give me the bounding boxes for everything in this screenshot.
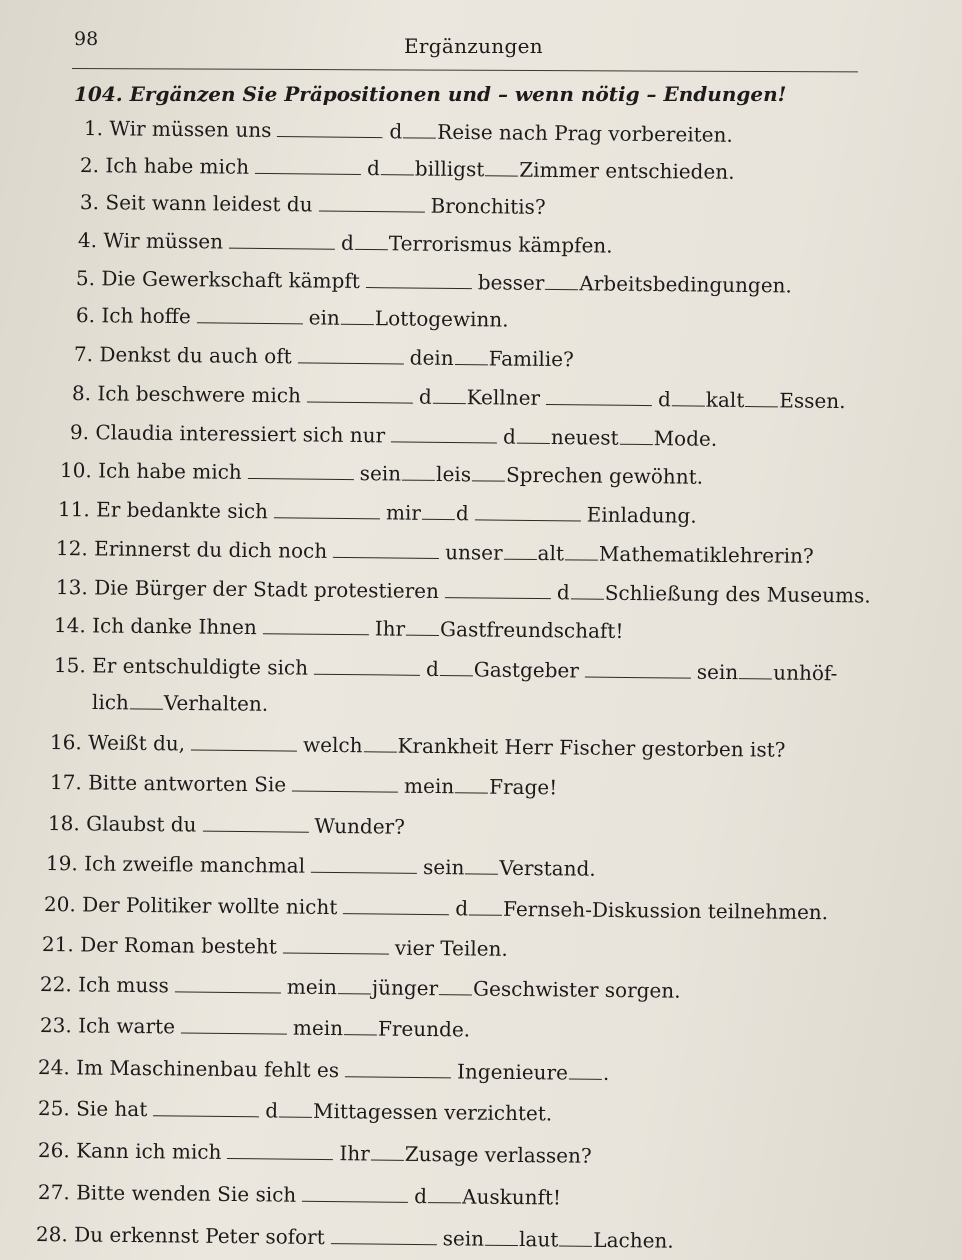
item-text: Schließung des Museums. [604, 580, 871, 608]
item-text: mein [292, 1015, 344, 1041]
item-text: Im Maschinenbau fehlt es [76, 1055, 340, 1083]
item-text: unhöf- [773, 660, 838, 686]
item-text: Lottogewinn. [374, 306, 509, 332]
item-text: sein [442, 1226, 485, 1251]
item-number: 24. [37, 1055, 70, 1080]
item-text: Fernseh-Diskussion teilnehmen. [502, 896, 829, 925]
item-number: 12. [55, 536, 88, 561]
exercise-item [74, 342, 574, 371]
item-number: 11. [57, 497, 90, 522]
item-text: Kann ich mich [76, 1138, 222, 1164]
answer-blank[interactable] [366, 286, 472, 289]
item-number: 22. [39, 972, 72, 997]
item-number: 20. [43, 892, 76, 917]
item-text: billigst [414, 156, 485, 182]
item-text: d [556, 580, 570, 605]
ending-blank[interactable] [517, 442, 550, 444]
page-number: 98 [74, 28, 99, 50]
item-text: besser [477, 270, 545, 295]
answer-blank[interactable] [333, 556, 439, 559]
answer-blank[interactable] [153, 1114, 259, 1117]
ending-blank[interactable] [428, 1201, 461, 1203]
item-text: alt [537, 541, 565, 566]
exercise-item [42, 932, 508, 961]
item-text: Ich muss [78, 972, 170, 998]
answer-blank[interactable] [475, 518, 581, 521]
answer-blank[interactable] [197, 321, 303, 324]
item-number: 9. [69, 420, 90, 445]
ending-blank[interactable] [440, 674, 473, 676]
item-number: 17. [49, 770, 82, 795]
answer-blank[interactable] [585, 676, 691, 679]
exercise-item [54, 613, 624, 643]
item-text: Ich habe mich [98, 458, 242, 484]
item-number: 28. [35, 1222, 68, 1247]
item-number: 16. [49, 730, 82, 755]
item-text: d [414, 1183, 428, 1209]
item-text: mir [385, 500, 422, 525]
item-text: d [657, 387, 671, 412]
item-text: mein [403, 773, 455, 799]
item-text: Ich warte [78, 1013, 176, 1039]
ending-blank[interactable] [381, 173, 414, 175]
item-number: 27. [37, 1180, 70, 1205]
ending-blank[interactable] [341, 323, 374, 325]
item-text: Er entschuldigte sich [92, 653, 309, 680]
item-text: mein [286, 974, 338, 1000]
answer-blank[interactable] [345, 1075, 451, 1078]
item-text: Ich zweifle manchmal [84, 851, 306, 878]
item-number: 2. [79, 153, 100, 178]
item-text: d [389, 119, 403, 144]
ending-blank[interactable] [565, 558, 598, 560]
answer-blank[interactable] [314, 673, 420, 676]
ending-blank[interactable] [455, 791, 488, 793]
exercise-item [38, 1055, 610, 1085]
item-text: Erinnerst du dich noch [94, 536, 328, 563]
exercise-item [50, 770, 557, 799]
ending-blank[interactable] [620, 443, 653, 445]
item-text: kalt [705, 387, 745, 413]
answer-blank[interactable] [248, 477, 354, 480]
item-text: Die Gewerkschaft kämpft [101, 266, 360, 293]
item-text: Claudia interessiert sich nur [95, 420, 386, 448]
exercise-item [80, 190, 546, 219]
answer-blank[interactable] [255, 172, 361, 175]
answer-blank[interactable] [277, 135, 383, 138]
answer-blank[interactable] [181, 1031, 287, 1034]
answer-blank[interactable] [391, 440, 497, 443]
exercise-item [76, 266, 792, 297]
item-text: Gastgeber [473, 657, 580, 683]
exercise-title: 104. Ergänzen Sie Präpositionen und – wenn nötig – Endungen! [74, 82, 787, 106]
item-text: Sprechen gewöhnt. [505, 462, 704, 489]
item-number: 3. [79, 190, 100, 215]
ending-blank[interactable] [371, 1158, 404, 1160]
exercise-item [40, 972, 681, 1003]
ending-blank[interactable] [485, 174, 518, 176]
answer-blank[interactable] [227, 1157, 333, 1160]
item-text: welch [302, 732, 363, 758]
ending-blank[interactable] [344, 1033, 377, 1035]
item-number: 4. [77, 228, 98, 253]
answer-blank[interactable] [202, 830, 308, 833]
item-text: d [455, 501, 469, 526]
answer-blank[interactable] [229, 247, 335, 250]
item-number: 14. [53, 613, 86, 638]
item-text: dein [409, 345, 454, 370]
item-text: Wir müssen [103, 228, 224, 254]
answer-blank[interactable] [292, 790, 398, 793]
exercise-item [38, 1138, 592, 1168]
item-text: Bitte antworten Sie [88, 770, 287, 797]
item-text: Essen. [779, 388, 846, 414]
item-text: Mittagessen verzichtet. [312, 1098, 553, 1126]
item-text: d [425, 656, 439, 682]
ending-blank[interactable] [455, 363, 488, 365]
item-text: sein [696, 659, 739, 685]
ending-blank[interactable] [569, 1078, 602, 1080]
item-number: 25. [37, 1096, 70, 1121]
item-text: Familie? [488, 346, 574, 372]
item-text: Ihr [374, 616, 406, 641]
ending-blank[interactable] [571, 597, 604, 599]
answer-blank[interactable] [175, 990, 281, 993]
ending-blank[interactable] [465, 872, 498, 874]
exercise-item [36, 1222, 674, 1253]
item-text: Krankheit Herr Fischer gestorben ist? [397, 733, 786, 762]
item-text: Ich habe mich [105, 153, 250, 179]
item-text: Verstand. [499, 855, 596, 881]
ending-blank[interactable] [130, 707, 163, 709]
item-text: Seit wann leidest du [105, 190, 313, 217]
item-number: 19. [45, 851, 78, 876]
item-number: 23. [39, 1013, 72, 1038]
exercise-item [78, 228, 613, 258]
exercise-item [70, 420, 717, 451]
exercise-item [80, 153, 735, 184]
item-text: Ich danke Ihnen [92, 613, 257, 640]
item-text: Geschwister sorgen. [472, 976, 681, 1003]
item-number: 18. [47, 811, 80, 836]
item-text: Ich beschwere mich [97, 381, 302, 408]
item-text: leis [436, 461, 472, 487]
item-text: Weißt du, [88, 730, 186, 756]
item-text: Terrorismus kämpfen. [388, 231, 613, 258]
exercise-item [50, 730, 786, 762]
item-text: d [418, 384, 432, 409]
answer-blank[interactable] [302, 1200, 408, 1203]
exercise-item [38, 1096, 552, 1125]
exercise-item [38, 1180, 561, 1209]
answer-blank[interactable] [191, 748, 297, 751]
answer-blank[interactable] [318, 209, 424, 212]
ending-blank[interactable] [545, 288, 578, 290]
item-number: 15. [53, 653, 86, 678]
item-text: Zimmer entschieden. [519, 157, 735, 184]
exercise-item [72, 381, 846, 413]
ending-blank[interactable] [485, 1244, 518, 1246]
ending-blank[interactable] [433, 402, 466, 404]
answer-blank[interactable] [311, 871, 417, 874]
header-rule [72, 68, 858, 72]
ending-blank[interactable] [469, 913, 502, 915]
ending-blank[interactable] [406, 634, 439, 636]
exercise-item [40, 1013, 470, 1042]
item-text: Ich hoffe [101, 303, 191, 329]
item-text: d [265, 1098, 279, 1123]
item-number: 8. [71, 381, 92, 406]
item-text: Du erkennst Peter sofort [74, 1222, 325, 1250]
exercise-item [56, 575, 871, 608]
ending-blank[interactable] [355, 248, 388, 250]
ending-blank[interactable] [422, 518, 455, 520]
ending-blank[interactable] [402, 479, 435, 481]
exercise-item [76, 303, 509, 332]
answer-blank[interactable] [445, 596, 551, 599]
ending-blank[interactable] [279, 1116, 312, 1118]
item-number: 26. [37, 1138, 70, 1163]
ending-blank[interactable] [739, 677, 772, 679]
ending-blank[interactable] [363, 750, 396, 752]
ending-blank[interactable] [559, 1244, 592, 1246]
answer-blank[interactable] [307, 400, 413, 403]
exercise-item [56, 536, 814, 568]
exercise-item [46, 851, 596, 881]
item-text: ein [308, 305, 341, 330]
ending-blank[interactable] [403, 136, 436, 138]
item-text: Reise nach Prag vorbereiten. [437, 119, 733, 147]
item-text: Er bedankte sich [96, 497, 269, 524]
item-text: Bitte wenden Sie sich [76, 1180, 297, 1207]
item-text: neuest [550, 425, 619, 450]
exercise-item [60, 458, 703, 489]
answer-blank[interactable] [298, 361, 404, 364]
exercise-item [58, 497, 697, 528]
item-text: jünger [371, 975, 439, 1001]
answer-blank[interactable] [274, 516, 380, 519]
item-text: laut [518, 1227, 559, 1252]
item-text: Auskunft! [461, 1184, 562, 1210]
item-text: Lachen. [593, 1227, 674, 1253]
item-text: Die Bürger der Stadt protestieren [94, 575, 440, 604]
item-number: 7. [73, 342, 94, 367]
item-text: unser [445, 540, 503, 565]
item-text: Kellner [466, 385, 541, 410]
item-text: Bronchitis? [430, 193, 546, 219]
item-text: sein [359, 461, 402, 486]
item-text: Der Politiker wollte nicht [82, 892, 338, 920]
item-text: Sie hat [76, 1096, 148, 1122]
item-text: Verhalten. [163, 690, 269, 716]
ending-blank[interactable] [745, 405, 778, 407]
item-text: vier Teilen. [394, 935, 508, 961]
running-head: Ergänzungen [404, 34, 543, 58]
item-text: Wunder? [314, 813, 406, 839]
answer-blank[interactable] [343, 912, 449, 915]
exercise-item [44, 892, 828, 924]
item-text: Mode. [653, 426, 718, 451]
item-text: Ihr [339, 1141, 370, 1166]
item-number: 1. [83, 116, 104, 141]
item-text: Ingenieure [456, 1059, 569, 1085]
answer-blank[interactable] [546, 403, 652, 406]
ending-blank[interactable] [504, 558, 537, 560]
answer-blank[interactable] [283, 952, 389, 955]
item-text: Der Roman besteht [80, 932, 278, 959]
item-text: Einladung. [586, 502, 697, 528]
item-number: 5. [75, 266, 96, 291]
item-text: lich [91, 690, 129, 715]
exercise-item [54, 653, 838, 685]
exercise-item [84, 116, 733, 147]
item-text: Mathematiklehrerin? [598, 541, 814, 568]
item-text: d [502, 424, 517, 449]
item-text: Zusage verlassen? [404, 1141, 592, 1168]
item-text: Wir müssen uns [109, 116, 272, 142]
item-number: 21. [41, 932, 74, 957]
item-text: Denkst du auch oft [99, 342, 292, 369]
answer-blank[interactable] [263, 632, 369, 635]
item-number: 6. [75, 303, 96, 328]
item-number: 13. [55, 575, 88, 600]
item-text: Glaubst du [86, 811, 197, 837]
item-text: d [340, 230, 354, 255]
exercise-item [92, 690, 268, 716]
item-text: d [366, 156, 380, 181]
ending-blank[interactable] [439, 993, 472, 995]
ending-blank[interactable] [338, 992, 371, 994]
exercise-item [48, 811, 405, 839]
item-text: Freunde. [377, 1016, 471, 1042]
answer-blank[interactable] [331, 1242, 437, 1245]
item-text: d [455, 896, 469, 921]
item-text: . [602, 1060, 610, 1085]
item-number: 10. [59, 458, 92, 483]
item-text: Gastfreundschaft! [440, 617, 624, 643]
item-text: Frage! [489, 774, 558, 800]
ending-blank[interactable] [472, 479, 505, 481]
ending-blank[interactable] [672, 404, 705, 406]
item-text: sein [422, 854, 465, 880]
item-text: Arbeitsbedingungen. [579, 271, 792, 298]
